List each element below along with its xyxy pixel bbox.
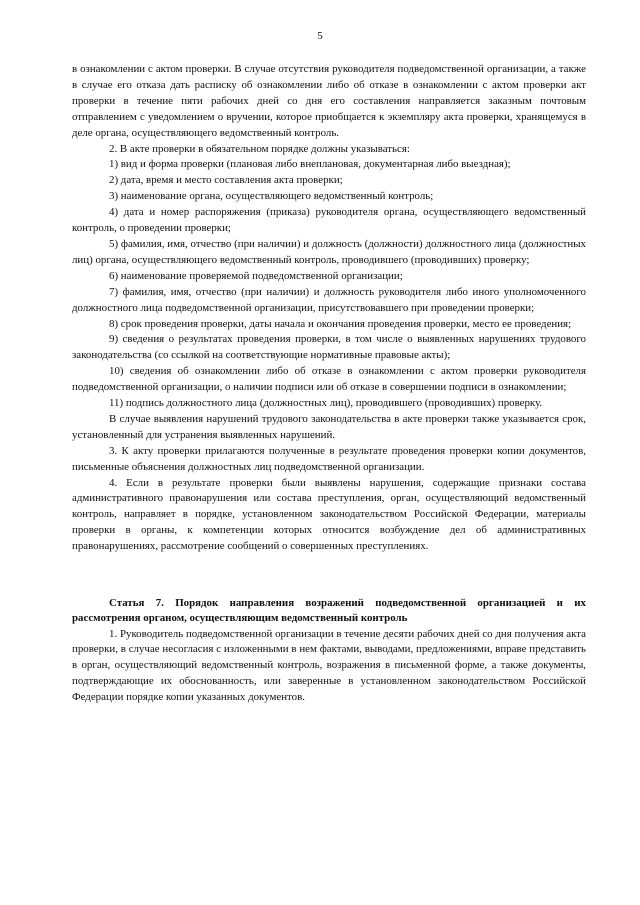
list-item: 1) вид и форма проверки (плановая либо внеплановая, документарная либо выездная); — [109, 158, 511, 171]
list-item: 10) сведения об ознакомлении либо об отказе в ознакомлении с актом проверки руководителя подведомственной организации, о наличии подписи или об отказе в совершении подписи в ознакомлении; — [72, 365, 586, 394]
list-item: 2) дата, время и место составления акта проверки; — [109, 174, 343, 187]
paragraph: 2. В акте проверки в обязательном порядке должны указываться: — [109, 142, 410, 155]
list-item: 3) наименование органа, осуществляющего ведомственный контроль; — [109, 190, 434, 203]
list-item: 7) фамилия, имя, отчество (при наличии) и должность руководителя либо иного уполномоченного должностного лица подведомственной организации, присутствовавшего при проведении проверки; — [72, 285, 586, 314]
list-item: 8) срок проведения проверки, даты начала и окончания проведения проверки, место ее проведения; — [109, 317, 572, 330]
paragraph: 1. Руководитель подведомственной организации в течение десяти рабочих дней со дня получения акта проверки, в случае несогласия с изложенными в нем фактами, выводами, предложениями, вправе представить в орган, осуществляющий ведомственный контроль, возражения в письменной форме, а также документы, подтверждающие их обоснованность, или заверенные в установленном законодательством Российской Федерации порядке копии указанных документов. — [72, 627, 586, 704]
paragraph: В случае выявления нарушений трудового законодательства в акте проверки также указывается срок, установленный для устранения выявленных нарушений. — [72, 412, 586, 441]
article-heading: Статья 7. Порядок направления возражений подведомственной организацией и их рассмотрения органом, осуществляющим ведомственный контроль — [72, 597, 586, 625]
page-number: 5 — [317, 30, 323, 42]
document-body — [72, 62, 586, 706]
paragraph: 4. Если в результате проверки были выявлены нарушения, содержащие признаки состава административного правонарушения или состава преступления, орган, осуществляющий ведомственный контроль, направляет в порядке, установленном законодательством Российской Федерации, материалы проверки в органы, к компетенции которых относится возбуждение дел об административных правонарушениях, рассмотрение сообщений о совершенных преступлениях. — [72, 476, 586, 553]
list-item: 4) дата и номер распоряжения (приказа) руководителя органа, осуществляющего ведомственный контроль, о проведении проверки; — [72, 206, 586, 235]
list-item: 9) сведения о результатах проведения проверки, в том числе о выявленных нарушениях трудового законодательства (со ссылкой на соответствующие нормативные правовые акты); — [72, 333, 586, 362]
paragraph: 3. К акту проверки прилагаются полученные в результате проведения проверки копии документов, письменные объяснения должностных лиц подведомственной организации. — [72, 444, 586, 473]
list-item: 11) подпись должностного лица (должностных лиц), проводившего (проводивших) проверку. — [109, 397, 543, 410]
paragraph: в ознакомлении с актом проверки. В случае отсутствия руководителя подведомственной организации, а также в случае его отказа дать расписку об ознакомлении либо об отказе в ознакомлении с актом проверки акт проверки в течение пяти рабочих дней со дня его составления направляется заказным почтовым отправлением с уведомлением о вручении, которое приобщается к экземпляру акта проверки, хранящемуся в деле органа, осуществляющего ведомственный контроль. — [72, 63, 586, 139]
list-item: 5) фамилия, имя, отчество (при наличии) и должность (должности) должностного лица (должностных лиц) органа, осуществляющего ведомственный контроль, проводившего (проводивших) проверку; — [72, 237, 586, 266]
list-item: 6) наименование проверяемой подведомственной организации; — [109, 269, 403, 282]
